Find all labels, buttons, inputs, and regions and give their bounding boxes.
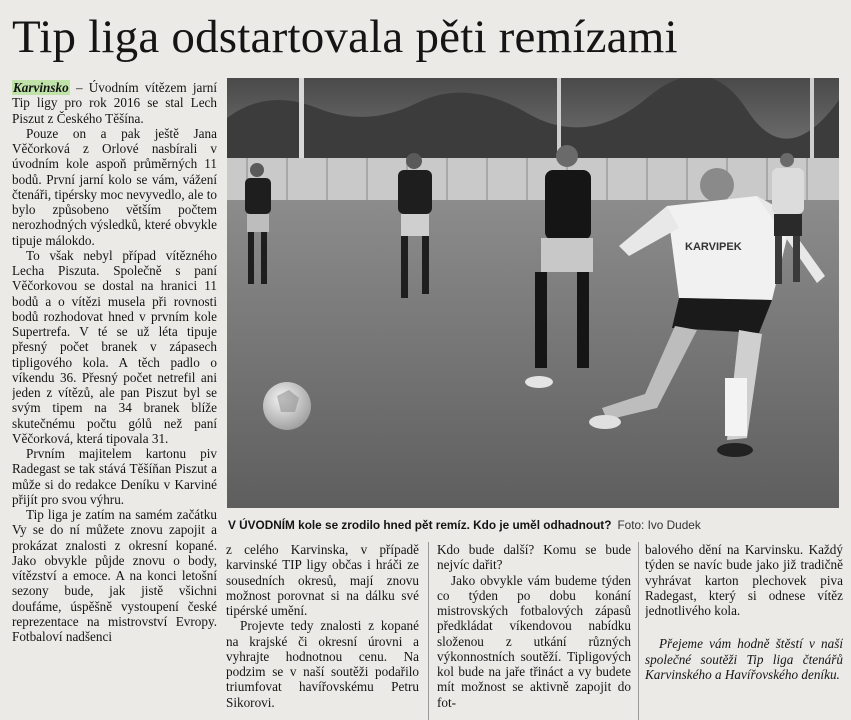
dateline: Karvinsko	[13, 80, 69, 95]
article-column-3	[437, 542, 631, 720]
paragraph-1	[12, 80, 217, 126]
column-divider	[638, 542, 639, 720]
paragraph-7: Projevte tedy znalosti z kopané na krajské či okresní úrovni a vyhrajte hodnotnou cenu. Na podzim se v naší soutěži podařilo triumfovat havířovskému Petru Sikorovi.	[226, 618, 419, 710]
paragraph-5: Tip liga je zatím na samém začátku Vy se do ní můžete znovu zapojit a prokázat znalosti z okresní kopané. Jako obvykle půjde znovu o body, vítězství a emoce. A na konci letošní sezony bude, jak jistě všichni doufáme, úspěšně vystoupení české reprezentace na mistrovství Evropy. Fotbaloví nadšenci	[12, 507, 217, 644]
paragraph-2: Pouze on a pak ještě Jana Věčorková z Orlové nasbírali v úvodním kole aspoň průměrných 11 bodů. První jarní kolo se vám, vážení čtenáři, tipérsky moc nevyvedlo, ale to bylo způsobeno větším počtem nerozhodných výsledků, které obvykle tipuje málokdo.	[12, 125, 217, 248]
column-divider	[428, 542, 429, 720]
paragraph-4: Prvním majitelem kartonu piv Radegast se tak stává Těšíňan Piszut a může si do redakce Deníku v Karviné přijít pro svou výhru.	[12, 446, 217, 507]
article-headline: Tip liga odstartovala pěti remízami	[12, 11, 678, 63]
match-photo	[227, 78, 839, 508]
article-column-1	[12, 80, 217, 720]
closing-wish: Přejeme vám hodně štěstí v naší společné soutěži Tip liga čtenářů Karvinského a Havířovského deníku.	[645, 636, 843, 682]
shirt-sponsor-text: KARVIPEK	[685, 241, 742, 253]
paragraph-8: Kdo bude další? Komu se bude nejvíc dařit?	[437, 542, 631, 573]
article-column-4	[645, 542, 843, 720]
paragraph-3: To však nebyl případ vítězného Lecha Piszuta. Společně s paní Věčorkovou se dostal na hranici 11 bodů a o vítězi musela při rovnosti bodů rozhodovat hned v prvním kole Supertrefa. V té se už léta tipuje přesný počet branek v zápasech tipligového kola. A těch padlo o víkendu 36. Přesný počet netrefil ani jeden z vítězů, ale pan Piszut byl se svým tipem na 34 branek blíže skutečnému počtu gólů než paní Věčorková, která tipovala 31.	[12, 247, 217, 446]
caption-text: V ÚVODNÍM kole se zrodilo hned pět remíz. Kdo je uměl odhadnout?	[228, 518, 612, 532]
paragraph-6: z celého Karvinska, v případě karvinské TIP ligy občas i hráči ze sousedních okresů, mají znovu možnost porovnat si na dálku své tipérské umění.	[226, 542, 419, 618]
photo-credit: Foto: Ivo Dudek	[617, 518, 701, 532]
football-ball	[263, 382, 311, 430]
photo-caption	[228, 516, 843, 534]
paragraph-9: Jako obvykle vám budeme týden co týden po dobu konání mistrovských fotbalových zápasů předkládat víkendovou nabídku složenou z utkání různých výkonnostních soutěží. Tipligových kol bude na jaře třináct a vy budete mít možnost se aktivně zapojit do fot-	[437, 572, 631, 710]
paragraph-10: balového dění na Karvinsku. Každý týden se navíc bude jako již tradičně vyhrávat karton plechovek piva Radegast, který si odnese vítěz jednotlivého kola.	[645, 542, 843, 618]
paragraph-1-text: – Úvodním vítězem jarní Tip ligy pro rok 2016 se stal Lech Piszut z Českého Těšína.	[12, 80, 217, 126]
football-photo-illustration	[227, 78, 839, 508]
article-column-2	[226, 542, 419, 720]
